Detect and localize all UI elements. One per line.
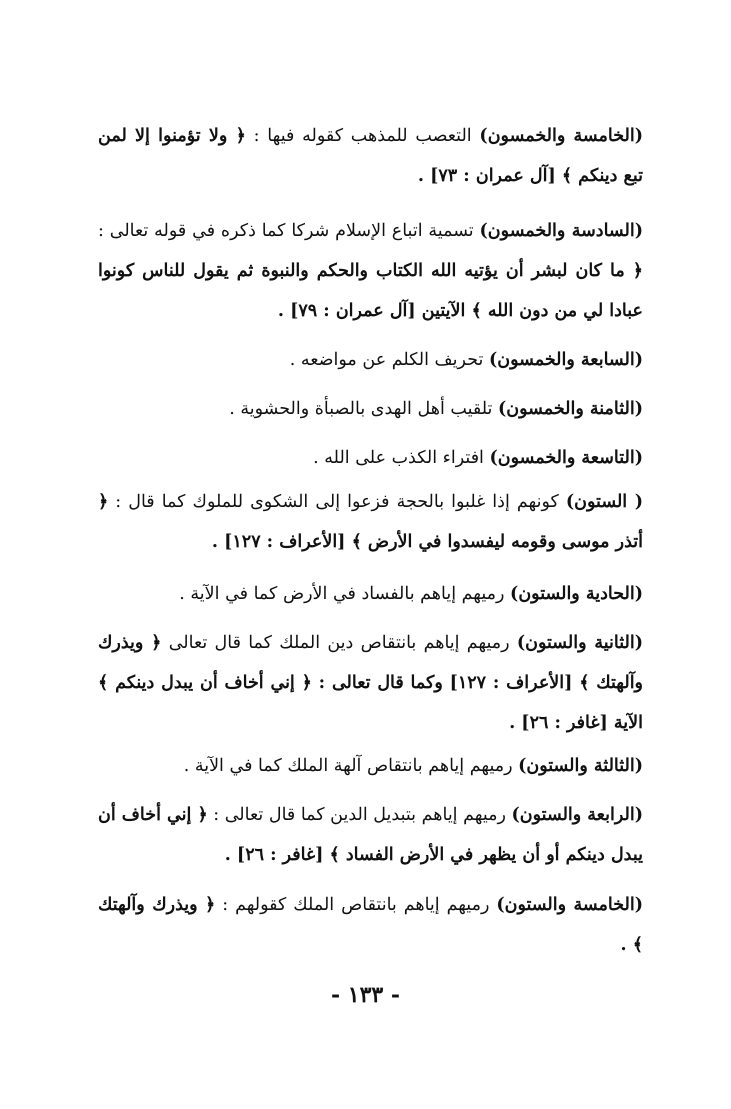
paragraph-57	[98, 340, 643, 380]
paragraph-label: (الثالثة والستون)	[518, 755, 643, 776]
paragraph-text: التعصب للمذهب كقوله فيها :	[245, 125, 480, 146]
paragraph-text: تحريف الكلم عن مواضعه .	[289, 349, 489, 370]
quran-quote: ﴿ ويذرك وآلهتك ﴾	[98, 894, 643, 955]
paragraph-text: افتراء الكذب على الله .	[313, 447, 490, 468]
paragraph-text: رميهم إياهم بالفساد في الأرض كما في الآية .	[179, 583, 511, 604]
paragraph-text: رميهم إياهم بانتقاص الملك كقولهم :	[215, 894, 497, 915]
paragraph-text: تسمية اتباع الإسلام شركا كما ذكره في قوله تعالى :	[98, 220, 480, 241]
paragraph-label: (الثامنة والخمسون)	[497, 398, 643, 419]
verse-reference: الآيتين [آل عمران : ٧٩] .	[277, 300, 472, 321]
paragraph-64	[98, 795, 643, 875]
paragraph-text: رميهم إياهم بانتقاص آلهة الملك كما في الآية .	[183, 755, 519, 776]
paragraph-60	[98, 482, 643, 562]
verse-reference: [آل عمران : ٧٣] .	[417, 165, 562, 186]
verse-reference: [الأعراف : ١٢٧] وكما قال تعالى : ﴿ إني أخاف أن يبدل دينكم ﴾ الآية [غافر : ٢٦] .	[98, 672, 643, 733]
paragraph-56	[98, 211, 643, 331]
page-number: - ١٣٣ -	[330, 982, 401, 1008]
verse-reference: .	[620, 934, 633, 955]
paragraph-62	[98, 623, 643, 743]
paragraph-label: (التاسعة والخمسون)	[489, 447, 643, 468]
paragraph-65	[98, 885, 643, 965]
quran-quote: ﴿ ويذرك وآلهتك ﴾	[98, 632, 644, 693]
quran-quote: ﴿ ما كان لبشر أن يؤتيه الله الكتاب والحكم والنبوة ثم يقول للناس كونوا عبادا لي من دون الله ﴾	[98, 260, 643, 321]
paragraph-58	[98, 389, 643, 429]
paragraph-label: (الرابعة والستون)	[511, 804, 643, 825]
paragraph-label: (السادسة والخمسون)	[479, 220, 643, 241]
paragraph-label: (الخامسة والستون)	[496, 894, 643, 915]
paragraph-label: (الخامسة والخمسون)	[479, 125, 644, 146]
paragraph-text: تلقيب أهل الهدى بالصبأة والحشوية .	[229, 398, 498, 419]
paragraph-61	[98, 574, 643, 614]
quran-quote: ﴿ أتذر موسى وقومه ليفسدوا في الأرض ﴾	[98, 491, 643, 552]
paragraph-label: (السابعة والخمسون)	[488, 349, 643, 370]
paragraph-text: رميهم إياهم بانتقاص دين الملك كما قال تعالى	[161, 632, 517, 653]
paragraph-55	[98, 116, 643, 196]
paragraph-label: (الحادية والستون)	[510, 583, 643, 604]
verse-reference: [غافر : ٢٦] .	[224, 844, 330, 865]
paragraph-label: ( الستون)	[565, 491, 643, 512]
quran-quote: ﴿ إني أخاف أن يبدل دينكم أو أن يظهر في الأرض الفساد ﴾	[97, 804, 643, 865]
paragraph-59	[98, 438, 643, 478]
paragraph-text: كونهم إذا غلبوا بالحجة فزعوا إلى الشكوى للملوك كما قال :	[108, 491, 566, 512]
paragraph-label: (الثانية والستون)	[516, 632, 643, 653]
verse-reference: [الأعراف : ١٢٧] .	[211, 531, 352, 552]
paragraph-63	[98, 746, 643, 786]
paragraph-text: رميهم إياهم بتبديل الدين كما قال تعالى :	[207, 804, 512, 825]
quran-quote: ﴿ ولا تؤمنوا إلا لمن تبع دينكم ﴾	[98, 125, 643, 186]
